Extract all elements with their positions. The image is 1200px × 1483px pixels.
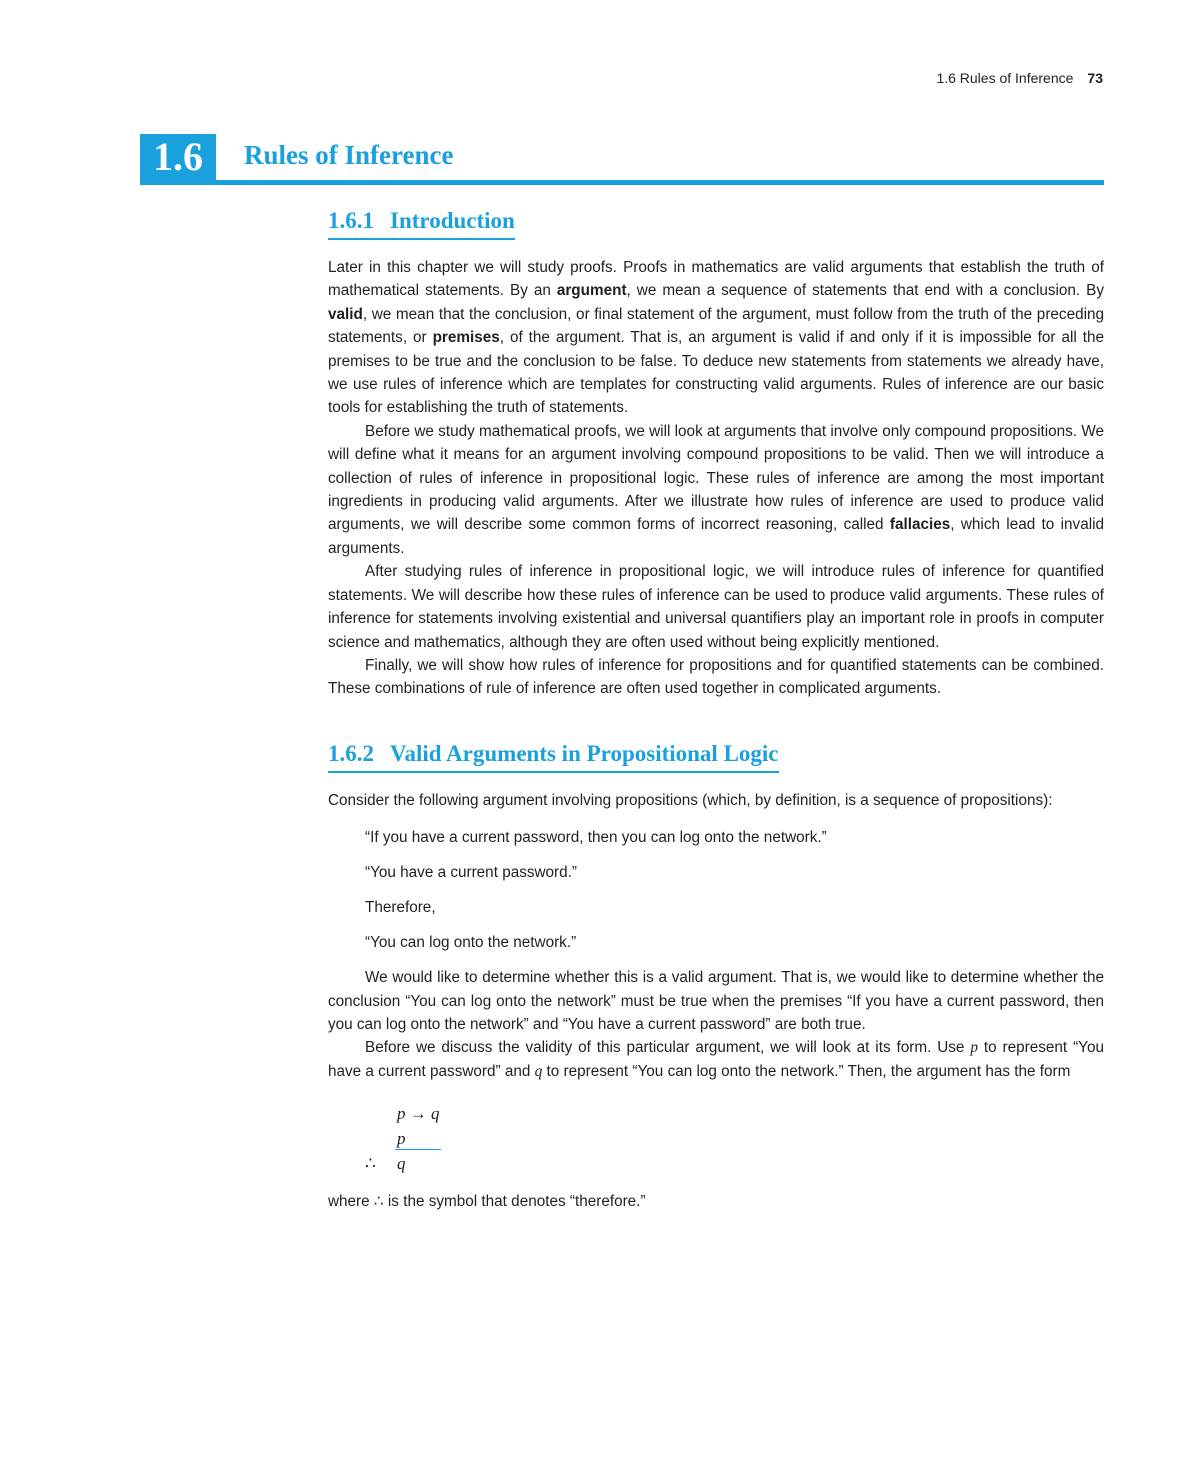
subsection-heading-valid-arguments [328, 741, 779, 773]
running-head [936, 70, 1103, 86]
subsection-heading-introduction [328, 208, 515, 240]
subsection-number: 1.6.2 [328, 740, 374, 766]
subsection-number: 1.6.1 [328, 208, 374, 233]
variable-q: q [534, 1062, 543, 1080]
term-argument: argument [556, 282, 627, 300]
term-valid: valid [328, 305, 363, 323]
premise-1: “If you have a current password, then you can log onto the network.” [365, 829, 827, 847]
section-rule [140, 180, 1104, 185]
therefore-symbol: ∴ [365, 1154, 376, 1174]
intro-paragraph-3: After studying rules of inference in propositional logic, we will introduce rules of inference for quantified statements. We will describe how these rules of inference can be used to produce valid arguments. These rules of inference for statements involving existential and universal quantifiers play an important role in proofs in computer science and mathematics, although they are often used without being explicitly mentioned. [328, 563, 1104, 651]
form-line-premise: p [397, 1129, 406, 1149]
valid-args-paragraph-2: We would like to determine whether this is a valid argument. That is, we would like to determine whether the conclusion “You can log onto the network” must be true when the premises “If you have a current password, then you can log onto the network” and “You have a current password” are both true. [328, 969, 1104, 1033]
variable-p: p [970, 1039, 978, 1057]
argument-form [365, 1101, 1104, 1176]
term-premises: premises [432, 329, 500, 347]
section-number-badge: 1.6 [140, 134, 216, 180]
subsection-title: Introduction [390, 208, 515, 233]
term-fallacies: fallacies [889, 516, 951, 534]
valid-args-paragraph-1: Consider the following argument involving propositions (which, by definition, is a sequence of propositions): [328, 791, 1053, 809]
intro-paragraph-4: Finally, we will show how rules of inference for propositions and for quantified statements can be combined. These combinations of rule of inference are often used together in complicated arguments. [328, 656, 1104, 698]
section-header [140, 134, 1104, 186]
intro-paragraph-2: Before we study mathematical proofs, we will look at arguments that involve only compound propositions. We will define what it means for an argument involving compound propositions to be valid. Then we will introduce a collection of rules of inference in propositional logic. These rules of inference are among the most important ingredients in producing valid arguments. After we illustrate how rules of inference are used to produce valid arguments, we will describe some common forms of incorrect reasoning, called fallacies, which lead to invalid arguments. [328, 422, 1105, 557]
intro-paragraph-1: Later in this chapter we will study proofs. Proofs in mathematics are valid arguments that establish the truth of mathematical statements. By an argument, we mean a sequence of statements that end with a conclusion. By valid, we mean that the conclusion, or final statement of the argument, must follow from the truth of the preceding statements, or premises, of the argument. That is, an argument is valid if and only if it is impossible for all the premises to be true and the conclusion to be false. To deduce new statements from statements we already have, we use rules of inference which are templates for constructing valid arguments. Rules of inference are our basic tools for establishing the truth of statements. [328, 259, 1104, 417]
subsection-title: Valid Arguments in Propositional Logic [390, 740, 779, 766]
form-rule [395, 1149, 441, 1150]
therefore-line: Therefore, [365, 899, 436, 917]
example-argument [328, 826, 1104, 954]
page-body [328, 208, 1104, 1214]
valid-args-paragraph-3: Before we discuss the validity of this particular argument, we will look at its form. Use p to represent “You have a current password” and q to represent “You can log onto the network.” Then, the argument has the form [328, 1039, 1104, 1080]
valid-args-paragraph-4: where ∴ is the symbol that denotes “therefore.” [328, 1193, 646, 1211]
therefore-symbol-inline: ∴ [373, 1193, 384, 1211]
section-title: Rules of Inference [244, 140, 454, 170]
form-line-implication: p → q [397, 1104, 440, 1124]
premise-2: “You have a current password.” [365, 864, 578, 882]
page-number: 73 [1087, 70, 1103, 86]
form-line-conclusion: q [397, 1154, 406, 1174]
conclusion: “You can log onto the network.” [365, 934, 577, 952]
running-head-text: 1.6 Rules of Inference [936, 70, 1074, 86]
